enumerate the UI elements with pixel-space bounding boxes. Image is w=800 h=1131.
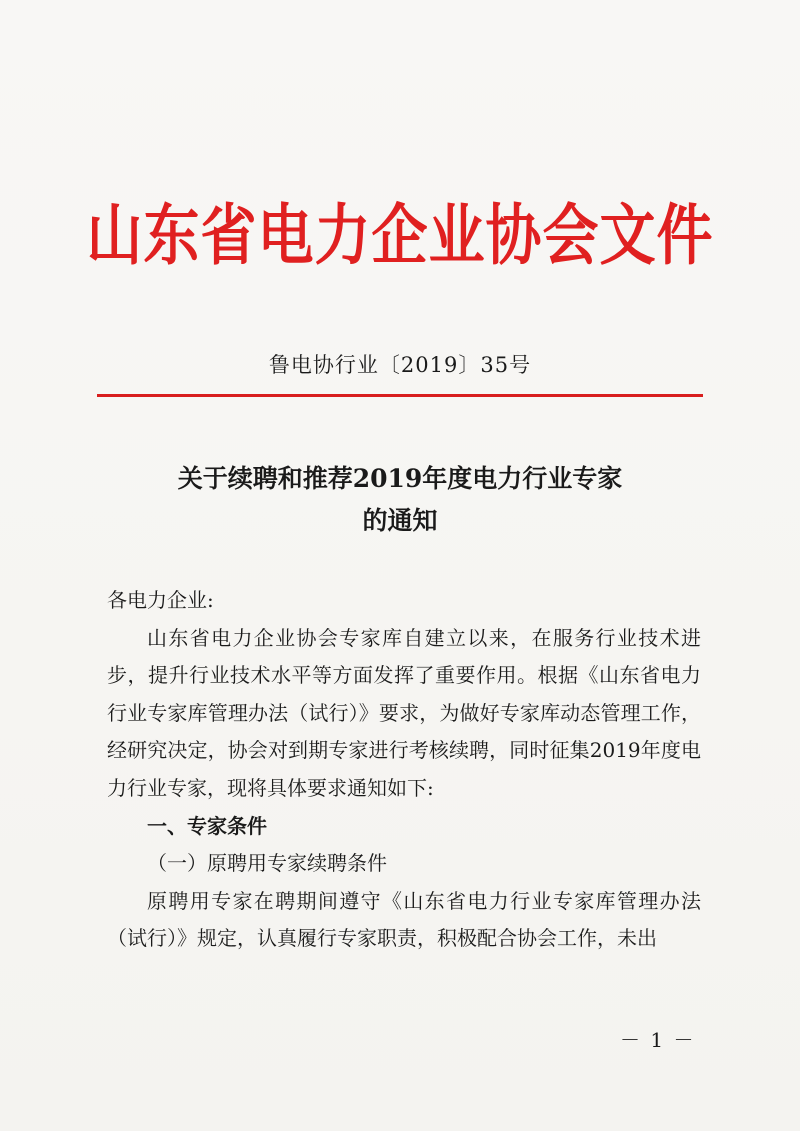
notice-body <box>107 582 701 958</box>
intro-paragraph: 山东省电力企业协会专家库自建立以来，在服务行业技术进步，提升行业技术水平等方面发挥了重要作用。根据《山东省电力行业专家库管理办法（试行）》要求，为做好专家库动态管理工作，经研究决定，协会对到期专家进行考核续聘，同时征集2019年度电力行业专家，现将具体要求通知如下: <box>107 625 701 800</box>
notice-title <box>0 458 800 542</box>
renewal-criteria-paragraph: 原聘用专家在聘期间遵守《山东省电力行业专家库管理办法（试行）》规定，认真履行专家职责，积极配合协会工作，未出 <box>107 888 701 951</box>
issuer-header-title: 山东省电力企业协会文件 <box>86 197 714 275</box>
salutation: 各电力企业: <box>107 588 214 612</box>
document-number: 鲁电协行业〔2019〕35号 <box>268 353 532 377</box>
notice-title-line-1: 关于续聘和推荐2019年度电力行业专家 <box>177 464 623 493</box>
subsection-heading-renewal-criteria: （一）原聘用专家续聘条件 <box>147 851 387 876</box>
header-red-rule <box>97 394 703 397</box>
notice-title-line-2: 的通知 <box>362 506 438 535</box>
section-heading-expert-criteria: 一、专家条件 <box>147 813 267 838</box>
page-number: － 1 － <box>620 1028 696 1052</box>
